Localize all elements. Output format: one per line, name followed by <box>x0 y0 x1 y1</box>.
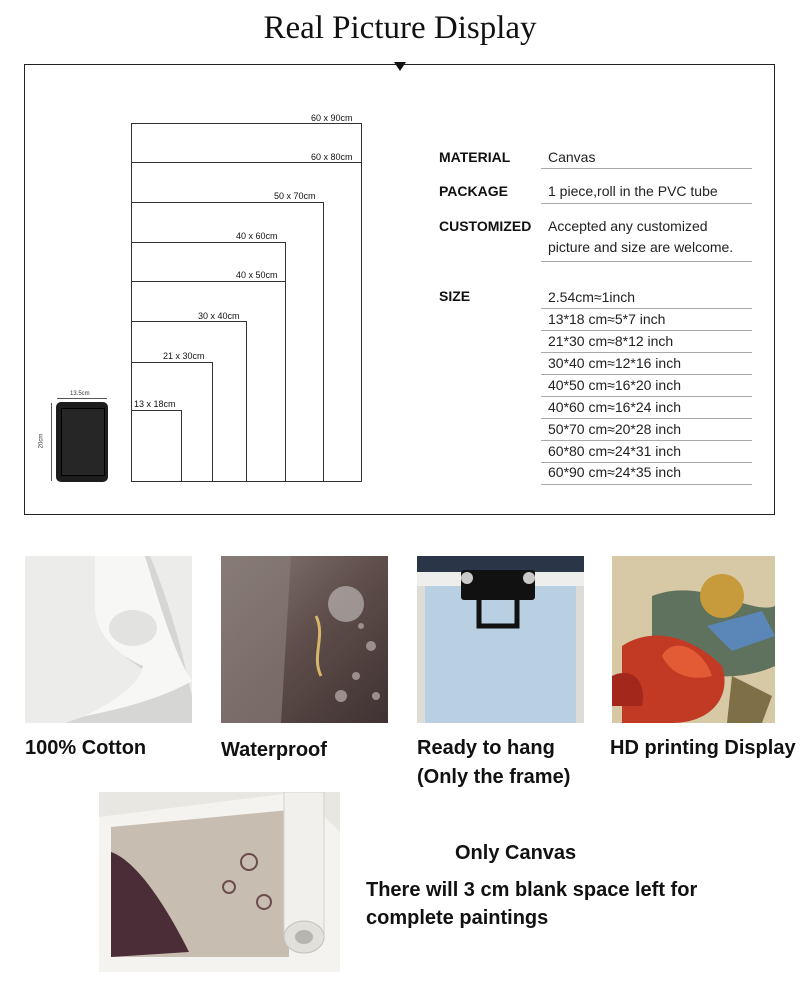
size-label: 30 x 40cm <box>198 311 240 321</box>
size-row-divider <box>541 308 752 309</box>
size-label: 50 x 70cm <box>274 191 316 201</box>
spec-divider <box>541 168 752 169</box>
tablet-screen <box>61 408 105 476</box>
spec-divider <box>541 261 752 262</box>
tablet-width-line <box>57 398 107 399</box>
size-row-divider <box>541 484 752 485</box>
hd-print-photo <box>612 556 775 723</box>
hd-caption: HD printing Display <box>610 737 796 759</box>
waterproof-caption: Waterproof <box>221 739 327 761</box>
tablet-height-line <box>51 403 52 481</box>
tablet-height-label: 20cm <box>38 433 45 449</box>
package-value: 1 piece,roll in the PVC tube <box>548 183 718 199</box>
material-value: Canvas <box>548 149 596 165</box>
note-line1: There will 3 cm blank space left for <box>366 879 698 901</box>
spec-divider <box>541 203 752 204</box>
rolled-canvas-photo <box>99 792 340 972</box>
size-row: 21*30 cm≈8*12 inch <box>548 333 674 349</box>
size-row: 40*60 cm≈16*24 inch <box>548 399 681 415</box>
page-title: Real Picture Display <box>263 10 537 46</box>
size-row: 30*40 cm≈12*16 inch <box>548 355 681 371</box>
tablet-width-label: 13.5cm <box>70 391 90 397</box>
cotton-photo <box>25 556 192 723</box>
size-row: 13*18 cm≈5*7 inch <box>548 311 666 327</box>
size-label: 40 x 50cm <box>236 270 278 280</box>
material-label: MATERIAL <box>439 149 511 165</box>
size-row: 2.54cm≈1inch <box>548 289 636 305</box>
size-label: 40 x 60cm <box>236 231 278 241</box>
size-label: 13 x 18cm <box>134 399 176 409</box>
size-row-divider <box>541 462 752 463</box>
cotton-caption: 100% Cotton <box>25 737 147 759</box>
size-label: 60 x 80cm <box>311 152 353 162</box>
size-row-divider <box>541 330 752 331</box>
size-chart-baseline <box>131 481 362 482</box>
size-label: 21 x 30cm <box>163 351 205 361</box>
size-row: 60*80 cm≈24*31 inch <box>548 443 681 459</box>
size-row: 50*70 cm≈20*28 inch <box>548 421 681 437</box>
size-label-heading: SIZE <box>439 288 471 304</box>
hang-caption-line1: Ready to hang <box>417 737 555 759</box>
size-row-divider <box>541 374 752 375</box>
size-row-divider <box>541 352 752 353</box>
package-label: PACKAGE <box>439 183 508 199</box>
note-heading: Only Canvas <box>455 842 577 864</box>
size-row-divider <box>541 418 752 419</box>
size-label: 60 x 90cm <box>311 113 353 123</box>
size-row-divider <box>541 396 752 397</box>
size-row: 60*90 cm≈24*35 inch <box>548 464 681 480</box>
hang-caption-line2: (Only the frame) <box>417 766 571 788</box>
pointer-triangle-icon <box>394 62 406 71</box>
customized-value-line1: Accepted any customized <box>548 218 708 234</box>
customized-label: CUSTOMIZED <box>439 218 532 234</box>
waterproof-photo <box>221 556 388 723</box>
size-rect-13x18 <box>131 410 182 481</box>
note-line2: complete paintings <box>366 907 549 929</box>
hang-photo <box>417 556 584 723</box>
customized-value-line2: picture and size are welcome. <box>548 239 734 255</box>
size-row: 40*50 cm≈16*20 inch <box>548 377 681 393</box>
size-row-divider <box>541 440 752 441</box>
